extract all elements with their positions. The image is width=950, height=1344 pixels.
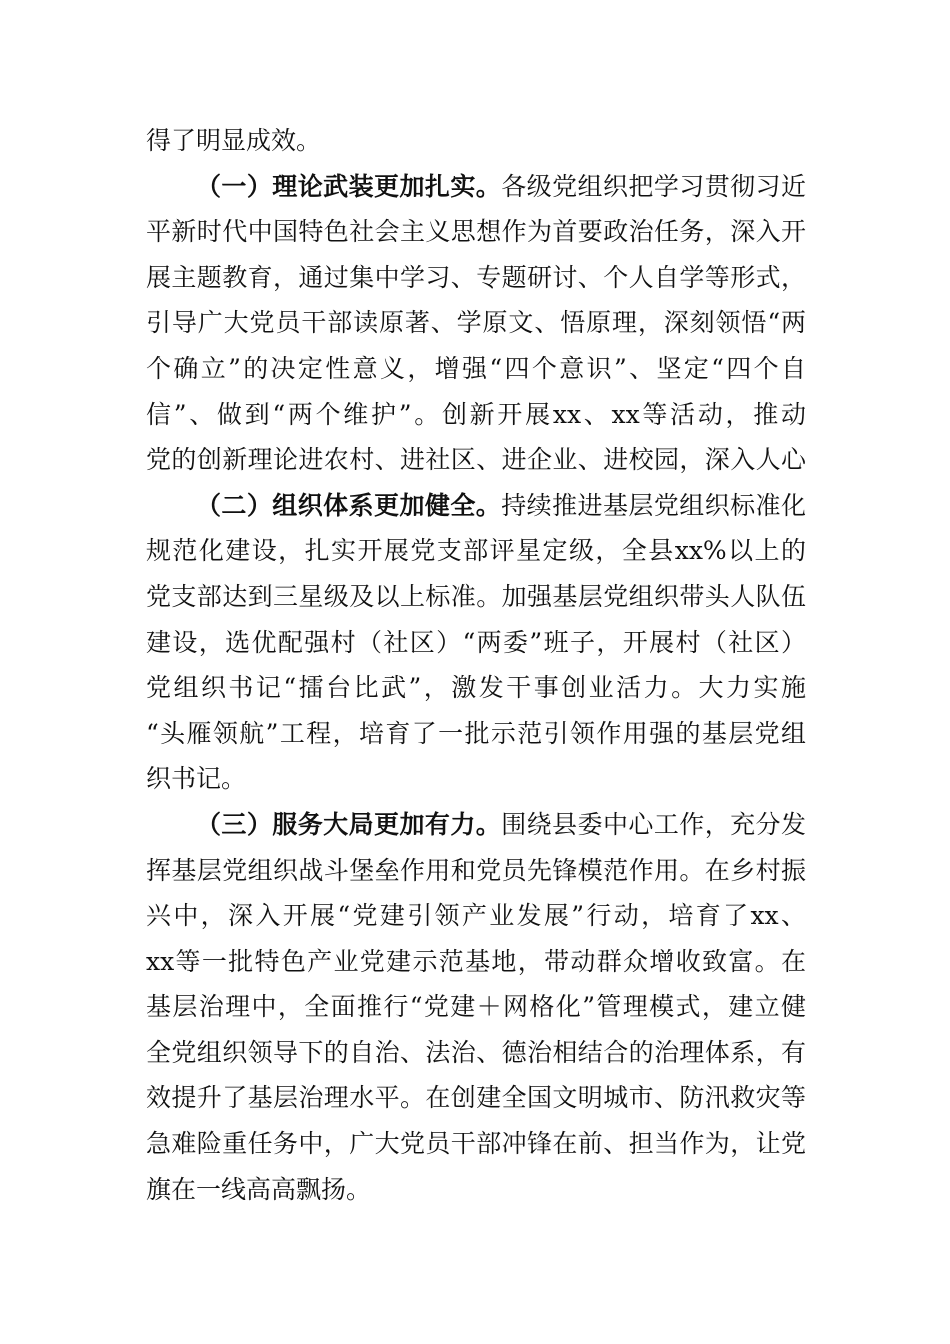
text-line: xx等一批特色产业党建示范基地，带动群众增收致富。在	[146, 946, 806, 976]
text-line: 旗在一线高高飘扬。	[146, 1174, 372, 1204]
text-line: 展主题教育，通过集中学习、专题研讨、个人自学等形式，	[146, 262, 806, 292]
text-line: 个确立”的决定性意义，增强“四个意识”、坚定“四个自	[146, 353, 806, 383]
paragraph-theory	[146, 164, 806, 483]
text-line: 挥基层党组织战斗堡垒作用和党员先锋模范作用。在乡村振	[146, 855, 806, 885]
text-line: 效提升了基层治理水平。在创建全国文明城市、防汛救灾等	[146, 1083, 806, 1113]
text-segment: 各级党组织把学习贯彻习近	[501, 171, 806, 201]
text-line: 建设，选优配强村（社区）“两委”班子，开展村（社区）	[146, 627, 806, 657]
paragraph-organization	[146, 483, 806, 802]
paragraph-service	[146, 802, 806, 1212]
text-line: 信”、做到“两个维护”。创新开展xx、xx等活动，推动	[146, 399, 806, 429]
section-heading: （二）组织体系更加健全。	[196, 490, 502, 520]
text-line: 规范化建设，扎实开展党支部评星定级，全县xx%以上的	[146, 536, 806, 566]
text-line: 党的创新理论进农村、进社区、进企业、进校园，深入人心	[146, 445, 806, 475]
text-line: 得了明显成效。	[146, 126, 322, 155]
text-line: “头雁领航”工程，培育了一批示范引领作用强的基层党组	[146, 718, 806, 748]
section-heading: （三）服务大局更加有力。	[196, 809, 502, 839]
text-line: 党组织书记“擂台比武”，激发干事创业活力。大力实施	[146, 673, 806, 703]
text-line: 平新时代中国特色社会主义思想作为首要政治任务，深入开	[146, 217, 806, 247]
text-line	[146, 164, 806, 210]
paragraph-intro	[146, 118, 806, 164]
text-line: 引导广大党员干部读原著、学原文、悟原理，深刻领悟“两	[146, 308, 806, 338]
text-line: 基层治理中，全面推行“党建＋网格化”管理模式，建立健	[146, 992, 806, 1022]
text-segment: 持续推进基层党组织标准化	[501, 490, 806, 520]
text-line: 兴中，深入开展“党建引领产业发展”行动，培育了xx、	[146, 901, 806, 931]
text-line	[146, 802, 806, 848]
text-segment: 围绕县委中心工作，充分发	[501, 809, 806, 839]
text-line: 织书记。	[146, 764, 247, 794]
document-page	[146, 118, 806, 1212]
text-line: 全党组织领导下的自治、法治、德治相结合的治理体系，有	[146, 1037, 806, 1067]
text-line: 党支部达到三星级及以上标准。加强基层党组织带头人队伍	[146, 581, 806, 611]
text-line	[146, 483, 806, 529]
section-heading: （一）理论武装更加扎实。	[196, 171, 502, 201]
text-line: 急难险重任务中，广大党员干部冲锋在前、担当作为，让党	[146, 1129, 806, 1159]
